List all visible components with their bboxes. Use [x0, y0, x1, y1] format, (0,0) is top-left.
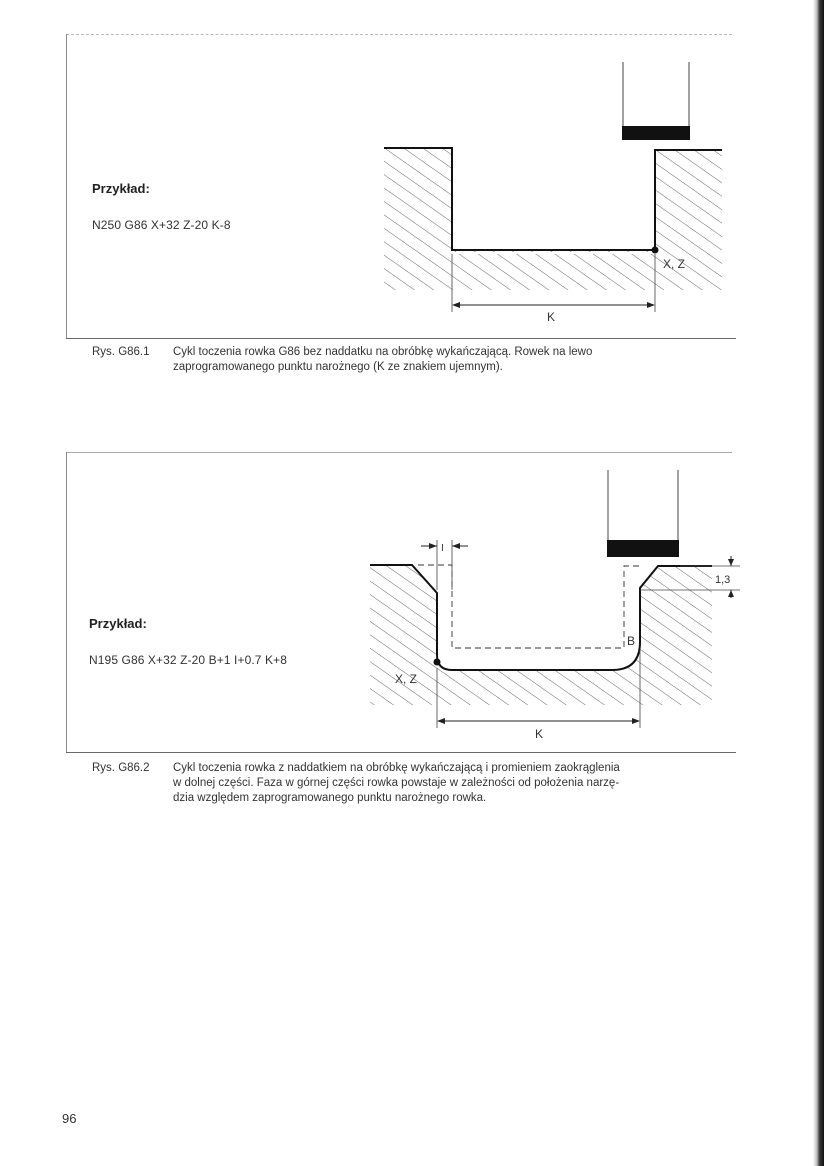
figure1-label-xz: X, Z [663, 257, 686, 271]
figure2-caption-line: w dolnej części. Faza w górnej części rowka powstaje w zależności od położenia narzę- [173, 777, 620, 789]
figure1-label-k: K [547, 310, 556, 324]
figure1-caption-line: Cykl toczenia rowka G86 bez naddatku na obróbkę wykańczającą. Rowek na lewo [173, 346, 593, 358]
figure1-example-code: N250 G86 X+32 Z-20 K-8 [92, 218, 231, 232]
figure2-label-i: I [441, 543, 444, 554]
figure2-label-b: B [627, 634, 636, 648]
figure1-caption-label: Rys. G86.1 [92, 346, 150, 358]
figure2-tool [607, 470, 679, 557]
figure2-corner-point [434, 659, 441, 666]
scan-edge [813, 0, 824, 1166]
figure2-example-code: N195 G86 X+32 Z-20 B+1 I+0.7 K+8 [89, 653, 288, 667]
figure2-finish-contour [418, 565, 640, 648]
figure2-caption-label: Rys. G86.2 [92, 762, 150, 774]
page-number: 96 [62, 1111, 77, 1126]
figure2-caption-line: Cykl toczenia rowka z naddatkiem na obróbkę wykańczającą i promieniem zaokrąglenia [173, 762, 620, 774]
figure2-workpiece [370, 565, 712, 705]
figure2-caption [92, 761, 812, 809]
figure1-caption-line: zaprogramowanego punktu narożnego (K ze znakiem ujemnym). [173, 361, 503, 373]
figure2-label-dim: 1,3 [715, 574, 731, 586]
figure2-example-title: Przykład: [89, 616, 147, 631]
figure2-caption-line: dzia względem zaprogramowanego punktu narożnego rowka. [173, 792, 487, 804]
figure2-label-k: K [535, 727, 544, 741]
figure2-label-xz: X, Z [395, 672, 418, 686]
figure2-caption-text [173, 761, 620, 806]
figure1-example-title: Przykład: [92, 181, 150, 196]
